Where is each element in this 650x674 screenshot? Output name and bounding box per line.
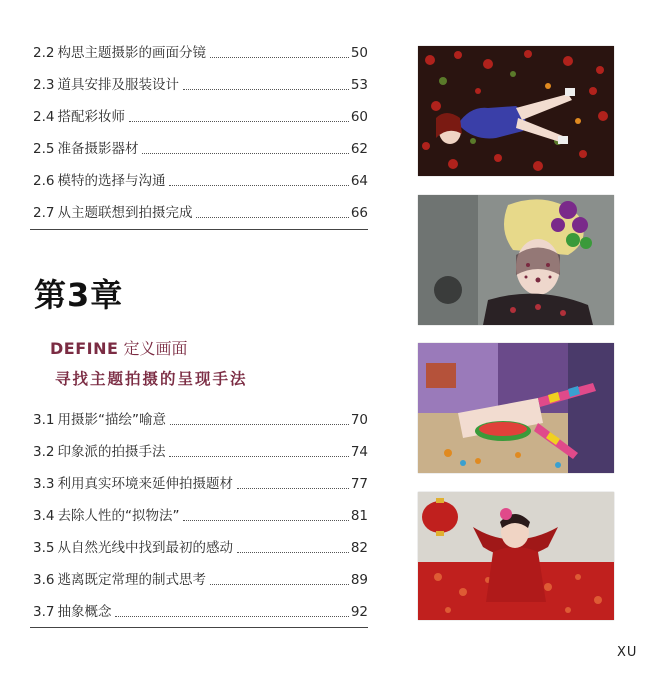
toc-title: 从自然光线中找到最初的感动 bbox=[57, 540, 233, 556]
toc-title: 去除人性的“拟物法” bbox=[57, 508, 180, 524]
toc-number: 2.2 bbox=[33, 45, 55, 61]
toc-title: 构思主题摄影的画面分镜 bbox=[57, 45, 206, 61]
toc-page-number: 60 bbox=[350, 109, 368, 125]
toc-number: 2.4 bbox=[33, 109, 55, 125]
toc-number: 2.5 bbox=[33, 141, 55, 157]
toc-title: 用摄影“描绘”喻意 bbox=[57, 412, 166, 428]
toc-number: 3.7 bbox=[33, 604, 55, 620]
toc-entry[interactable] bbox=[33, 537, 368, 557]
toc-title: 印象派的拍摄手法 bbox=[57, 444, 166, 460]
toc-leader-dots bbox=[210, 584, 349, 585]
toc-page-number: 74 bbox=[350, 444, 368, 460]
toc-entry[interactable] bbox=[33, 202, 368, 222]
toc-leader-dots bbox=[169, 185, 348, 186]
toc-page-number: 89 bbox=[350, 572, 368, 588]
toc-leader-dots bbox=[183, 89, 349, 90]
toc-title: 搭配彩妆师 bbox=[57, 109, 125, 125]
toc-entry[interactable] bbox=[33, 106, 368, 126]
photo-kitchen-scene bbox=[418, 343, 614, 473]
photo-model-on-flowers bbox=[418, 46, 614, 176]
toc-page-number: 64 bbox=[350, 173, 368, 189]
toc-title: 模特的选择与沟通 bbox=[57, 173, 166, 189]
toc-page-number: 77 bbox=[350, 476, 368, 492]
toc-leader-dots bbox=[237, 552, 349, 553]
toc-entry[interactable] bbox=[33, 473, 368, 493]
toc-entry[interactable] bbox=[33, 441, 368, 461]
toc-page-number: 62 bbox=[350, 141, 368, 157]
toc-page-number: 82 bbox=[350, 540, 368, 556]
toc-leader-dots bbox=[210, 57, 349, 58]
toc-entry[interactable] bbox=[33, 409, 368, 429]
toc-leader-dots bbox=[169, 456, 348, 457]
toc-entry[interactable] bbox=[33, 601, 368, 621]
toc-title: 抽象概念 bbox=[57, 604, 112, 620]
toc-entry[interactable] bbox=[33, 138, 368, 158]
chapter-keyword: DEFINE bbox=[50, 339, 119, 358]
toc-page-number: 81 bbox=[350, 508, 368, 524]
toc-number: 3.5 bbox=[33, 540, 55, 556]
toc-leader-dots bbox=[196, 217, 348, 218]
toc-leader-dots bbox=[129, 121, 349, 122]
toc-entry[interactable] bbox=[33, 74, 368, 94]
photo-portrait-with-hat bbox=[418, 195, 614, 325]
toc-entry[interactable] bbox=[33, 569, 368, 589]
toc-number: 3.2 bbox=[33, 444, 55, 460]
toc-title: 逃离既定常理的制式思考 bbox=[57, 572, 206, 588]
page-marker: XU bbox=[617, 645, 638, 660]
toc-entry[interactable] bbox=[33, 505, 368, 525]
section-divider bbox=[30, 627, 368, 628]
toc-leader-dots bbox=[142, 153, 348, 154]
toc-page-number: 92 bbox=[350, 604, 368, 620]
toc-leader-dots bbox=[170, 424, 349, 425]
toc-title: 准备摄影器材 bbox=[57, 141, 139, 157]
toc-number: 3.6 bbox=[33, 572, 55, 588]
chapter-heading: 第3章 bbox=[34, 276, 124, 314]
photo-woman-in-red bbox=[418, 492, 614, 620]
toc-number: 2.7 bbox=[33, 205, 55, 221]
toc-leader-dots bbox=[237, 488, 349, 489]
toc-entry[interactable] bbox=[33, 42, 368, 62]
toc-title: 从主题联想到拍摄完成 bbox=[57, 205, 193, 221]
toc-number: 3.1 bbox=[33, 412, 55, 428]
toc-number: 2.6 bbox=[33, 173, 55, 189]
toc-leader-dots bbox=[183, 520, 348, 521]
toc-number: 2.3 bbox=[33, 77, 55, 93]
chapter-subtitle bbox=[50, 336, 188, 359]
toc-title: 利用真实环境来延伸拍摄题材 bbox=[57, 476, 233, 492]
section-divider bbox=[30, 229, 368, 230]
toc-title: 道具安排及服装设计 bbox=[57, 77, 179, 93]
toc-page-number: 53 bbox=[350, 77, 368, 93]
chapter-subtitle-text: 定义画面 bbox=[123, 339, 188, 358]
toc-number: 3.4 bbox=[33, 508, 55, 524]
toc-page-number: 50 bbox=[350, 45, 368, 61]
toc-entry[interactable] bbox=[33, 170, 368, 190]
toc-page-number: 70 bbox=[350, 412, 368, 428]
toc-number: 3.3 bbox=[33, 476, 55, 492]
toc-page-number: 66 bbox=[350, 205, 368, 221]
chapter-tagline: 寻找主题拍摄的呈现手法 bbox=[55, 369, 248, 388]
toc-leader-dots bbox=[115, 616, 348, 617]
